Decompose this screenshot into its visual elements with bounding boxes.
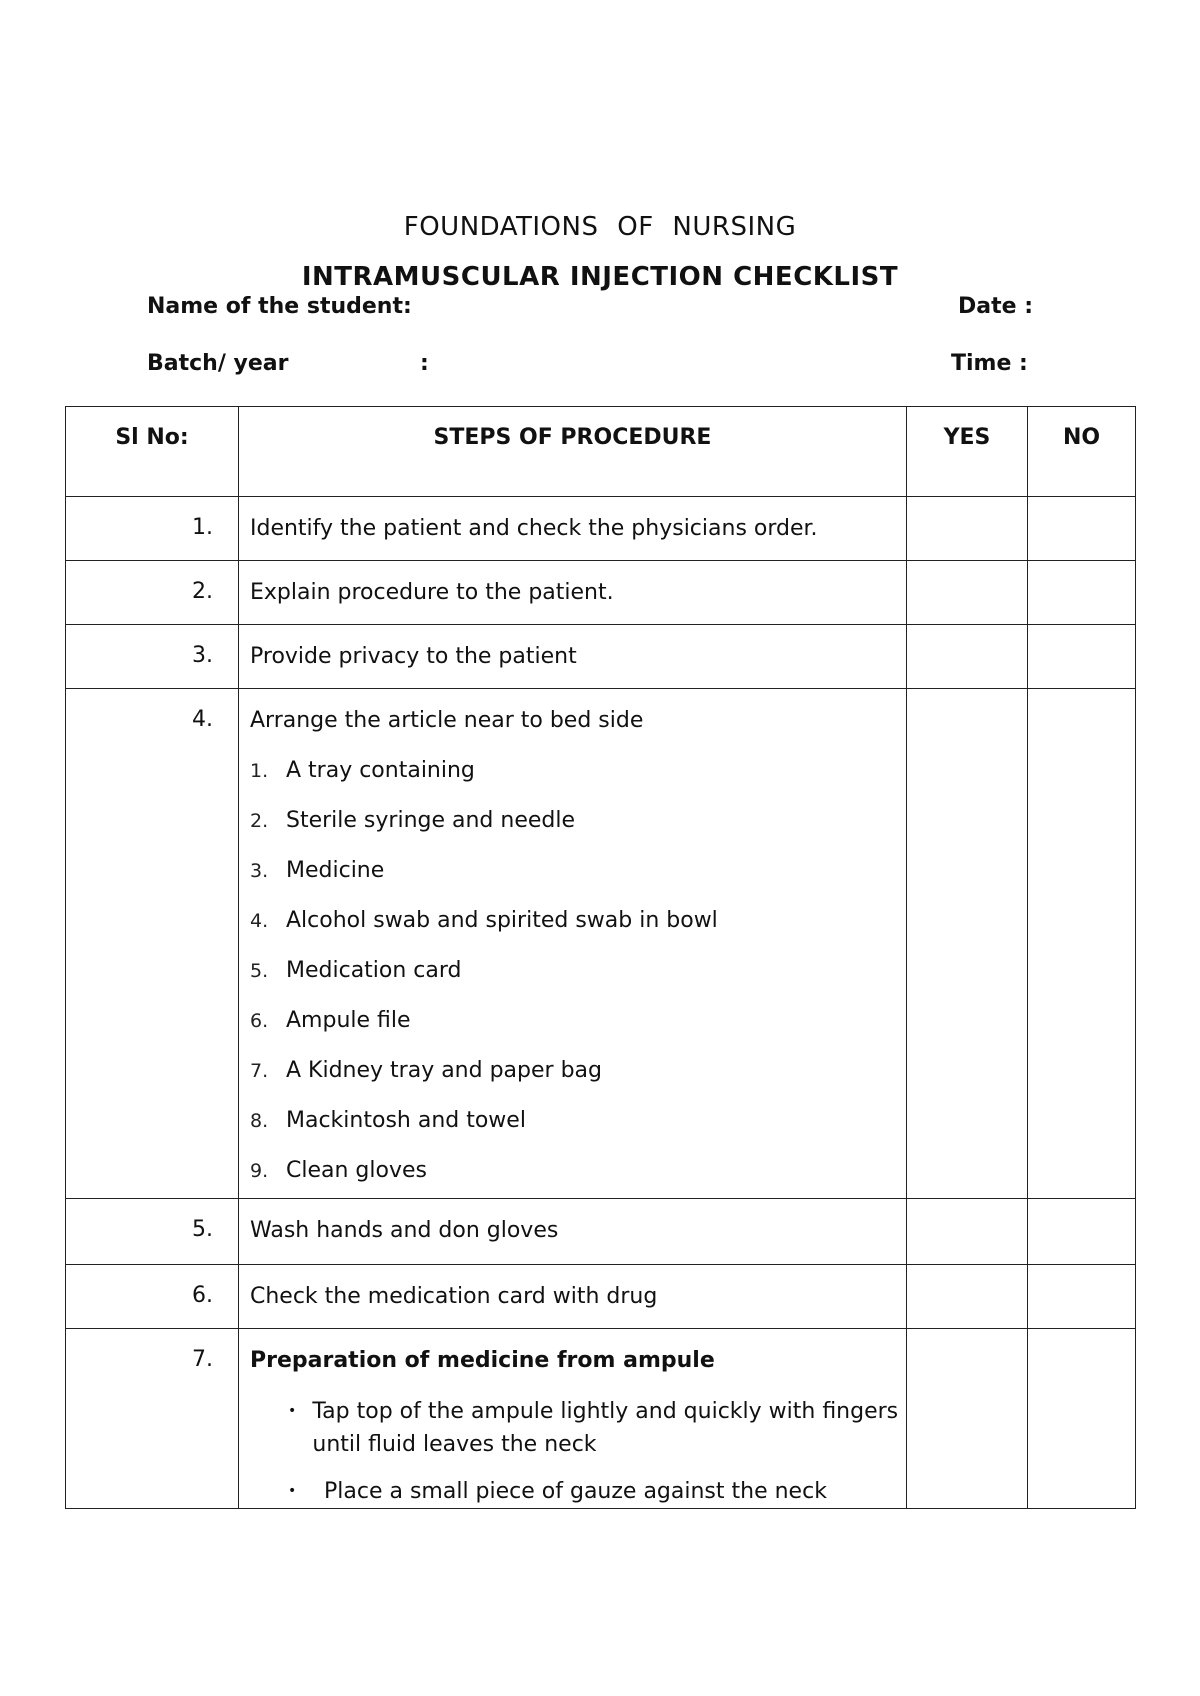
- row-number: 3.: [66, 625, 239, 689]
- student-name-label: Name of the student:: [147, 294, 412, 319]
- step-text: Provide privacy to the patient: [239, 625, 907, 689]
- step-text: Check the medication card with drug: [239, 1265, 907, 1329]
- institution-title: FOUNDATIONS OF NURSING: [403, 212, 797, 242]
- list-item: 4. Alcohol swab and spirited swab in bowl: [250, 908, 718, 933]
- yes-cell[interactable]: [907, 497, 1028, 561]
- row-number: 2.: [66, 561, 239, 625]
- step-text-block: [239, 1329, 907, 1509]
- list-item: 3. Medicine: [250, 858, 385, 883]
- row-number: 5.: [66, 1199, 239, 1265]
- list-item: 5. Medication card: [250, 958, 462, 983]
- yes-cell[interactable]: [907, 625, 1028, 689]
- list-item: 7. A Kidney tray and paper bag: [250, 1058, 602, 1083]
- batch-year-colon: :: [420, 351, 429, 376]
- col-steps: STEPS OF PROCEDURE: [239, 407, 907, 497]
- table-row: [66, 1199, 1136, 1265]
- no-cell[interactable]: [1028, 625, 1136, 689]
- table-row: [66, 497, 1136, 561]
- no-cell[interactable]: [1028, 1329, 1136, 1509]
- checklist-table: [65, 406, 1136, 1509]
- col-sl-no: Sl No:: [66, 407, 239, 497]
- step-text: Explain procedure to the patient.: [239, 561, 907, 625]
- list-item: 8. Mackintosh and towel: [250, 1108, 526, 1133]
- col-no: NO: [1028, 407, 1136, 497]
- no-cell[interactable]: [1028, 689, 1136, 1199]
- step-text: Wash hands and don gloves: [239, 1199, 907, 1265]
- checklist-title: INTRAMUSCULAR INJECTION CHECKLIST: [301, 262, 899, 292]
- row-number: 4.: [66, 689, 239, 1199]
- list-item: 2. Sterile syringe and needle: [250, 808, 576, 833]
- table-row: [66, 1329, 1136, 1509]
- bullet-item: • Place a small piece of gauze against the neck: [288, 1479, 827, 1504]
- yes-cell[interactable]: [907, 1329, 1028, 1509]
- step-text: Identify the patient and check the physicians order.: [239, 497, 907, 561]
- yes-cell[interactable]: [907, 1199, 1028, 1265]
- row-number: 7.: [66, 1329, 239, 1509]
- no-cell[interactable]: [1028, 1265, 1136, 1329]
- table-row: [66, 689, 1136, 1199]
- step-heading: Preparation of medicine from ampule: [250, 1348, 715, 1373]
- table-row: [66, 625, 1136, 689]
- yes-cell[interactable]: [907, 1265, 1028, 1329]
- table-header-row: [66, 407, 1136, 497]
- yes-cell[interactable]: [907, 561, 1028, 625]
- no-cell[interactable]: [1028, 561, 1136, 625]
- table-row: [66, 561, 1136, 625]
- list-item: 9. Clean gloves: [250, 1158, 427, 1183]
- date-label: Date :: [958, 294, 1034, 319]
- batch-year-label: Batch/ year: [147, 351, 289, 376]
- bullet-item: • Tap top of the ampule lightly and quickly with fingers until fluid leaves the neck: [288, 1399, 899, 1457]
- step-text-block: [239, 689, 907, 1199]
- step-text: Arrange the article near to bed side: [250, 708, 644, 733]
- no-cell[interactable]: [1028, 497, 1136, 561]
- list-item: 1. A tray containing: [250, 758, 475, 783]
- col-yes: YES: [907, 407, 1028, 497]
- time-label: Time :: [951, 351, 1028, 376]
- row-number: 1.: [66, 497, 239, 561]
- yes-cell[interactable]: [907, 689, 1028, 1199]
- no-cell[interactable]: [1028, 1199, 1136, 1265]
- list-item: 6. Ampule file: [250, 1008, 411, 1033]
- row-number: 6.: [66, 1265, 239, 1329]
- table-row: [66, 1265, 1136, 1329]
